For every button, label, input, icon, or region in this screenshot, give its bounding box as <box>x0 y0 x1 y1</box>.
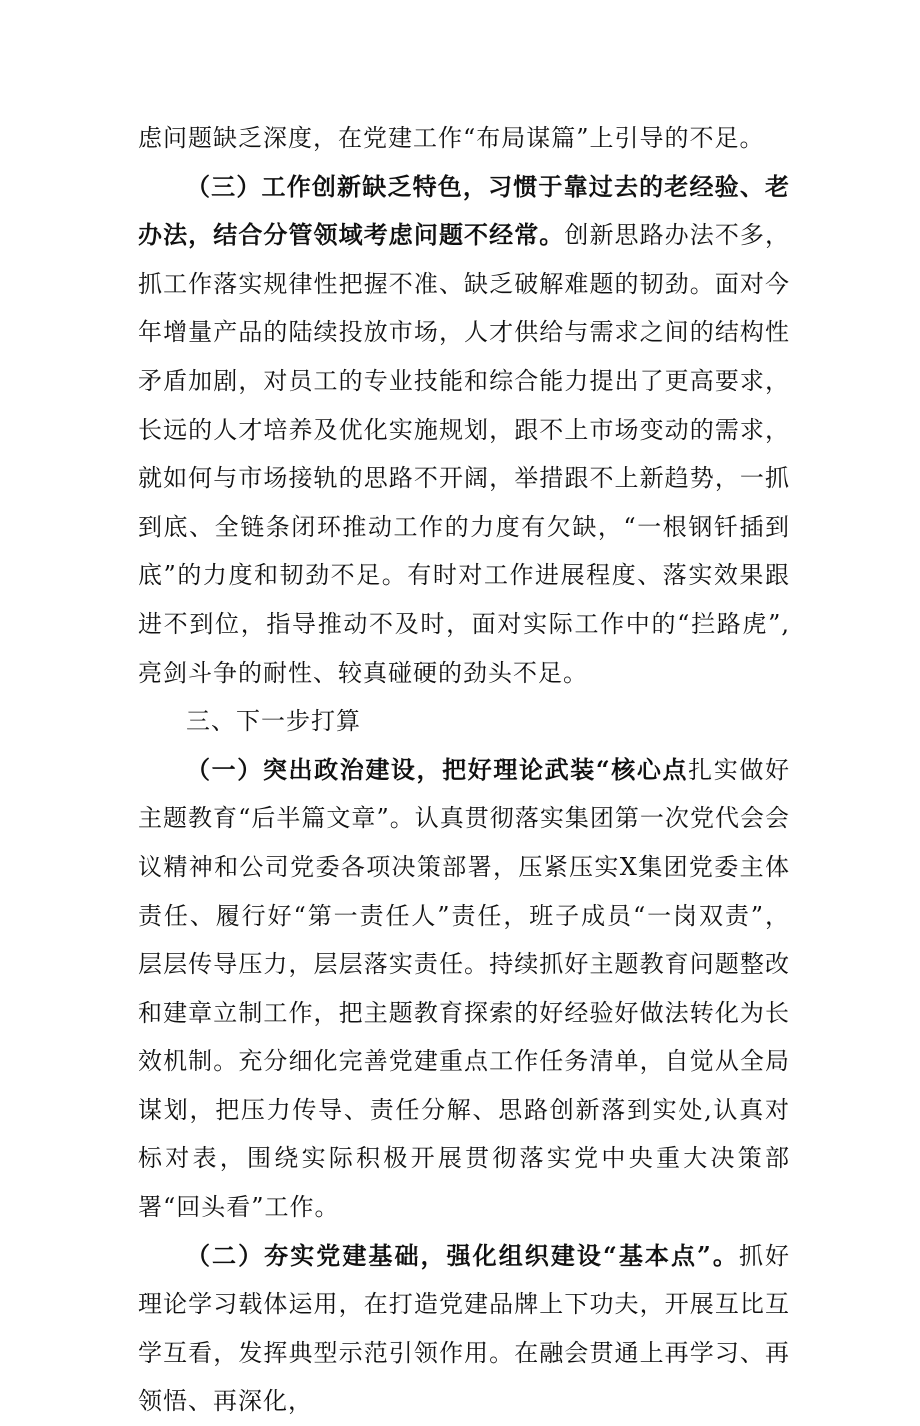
paragraph-political-building <box>138 746 790 1232</box>
paragraph-continuation <box>138 114 790 163</box>
paragraph-text: 扎实做好主题教育“后半篇文章”。认真贯彻落实集团第一次党代会会议精神和公司党委各项决策部署，压紧压实X集团党委主体责任、履行好“第一责任人”责任，班子成员“一岗双责”，层层传导压力，层层落实责任。持续抓好主题教育问题整改和建章立制工作，把主题教育探索的好经验好做法转化为长效机制。充分细化完善党建重点工作任务清单，自觉从全局谋划，把压力传导、责任分解、思路创新落到实处,认真对标对表，围绕实际积极开展贯彻落实党中央重大决策部署“回头看”工作。 <box>138 755 790 1222</box>
paragraph-lead-bold: （三）工作创新缺乏特色，习惯于靠过去的老经验、老办法，结合分管领域考虑问题不经常。 <box>138 171 790 250</box>
paragraph-text: 抓好理论学习载体运用，在打造党建品牌上下功夫，开展互比互学互看，发挥典型示范引领作用。在融会贯通上再学习、再领悟、再深化， <box>138 1241 791 1416</box>
paragraph-lead-bold: （一）突出政治建设，把好理论武装“核心点 <box>186 754 689 784</box>
paragraph-party-foundation <box>138 1232 790 1426</box>
paragraph-text: 虑问题缺乏深度，在党建工作“布局谋篇”上引导的不足。 <box>138 124 765 152</box>
paragraph-text: 创新思路办法不多，抓工作落实规律性把握不准、缺乏破解难题的韧劲。面对今年增量产品的陆续投放市场，人才供给与需求之间的结构性矛盾加剧，对员工的专业技能和综合能力提出了更高要求，长远的人才培养及优化实施规划，跟不上市场变动的需求，就如何与市场接轨的思路不开阔，举措跟不上新趋势，一抓到底、全链条闭环推动工作的力度有欠缺，“一根钢钎插到底”的力度和韧劲不足。有时对工作进展程度、落实效果跟进不到位，指导推动不及时，面对实际工作中的“拦路虎”,亮剑斗争的耐性、较真碰硬的劲头不足。 <box>138 221 790 687</box>
paragraph-work-innovation <box>138 163 790 698</box>
document-body <box>138 114 790 1426</box>
paragraph-lead-bold: （二）夯实党建基础，强化组织建设“基本点”。 <box>186 1240 739 1270</box>
section-heading-next-steps: 三、下一步打算 <box>186 707 361 736</box>
